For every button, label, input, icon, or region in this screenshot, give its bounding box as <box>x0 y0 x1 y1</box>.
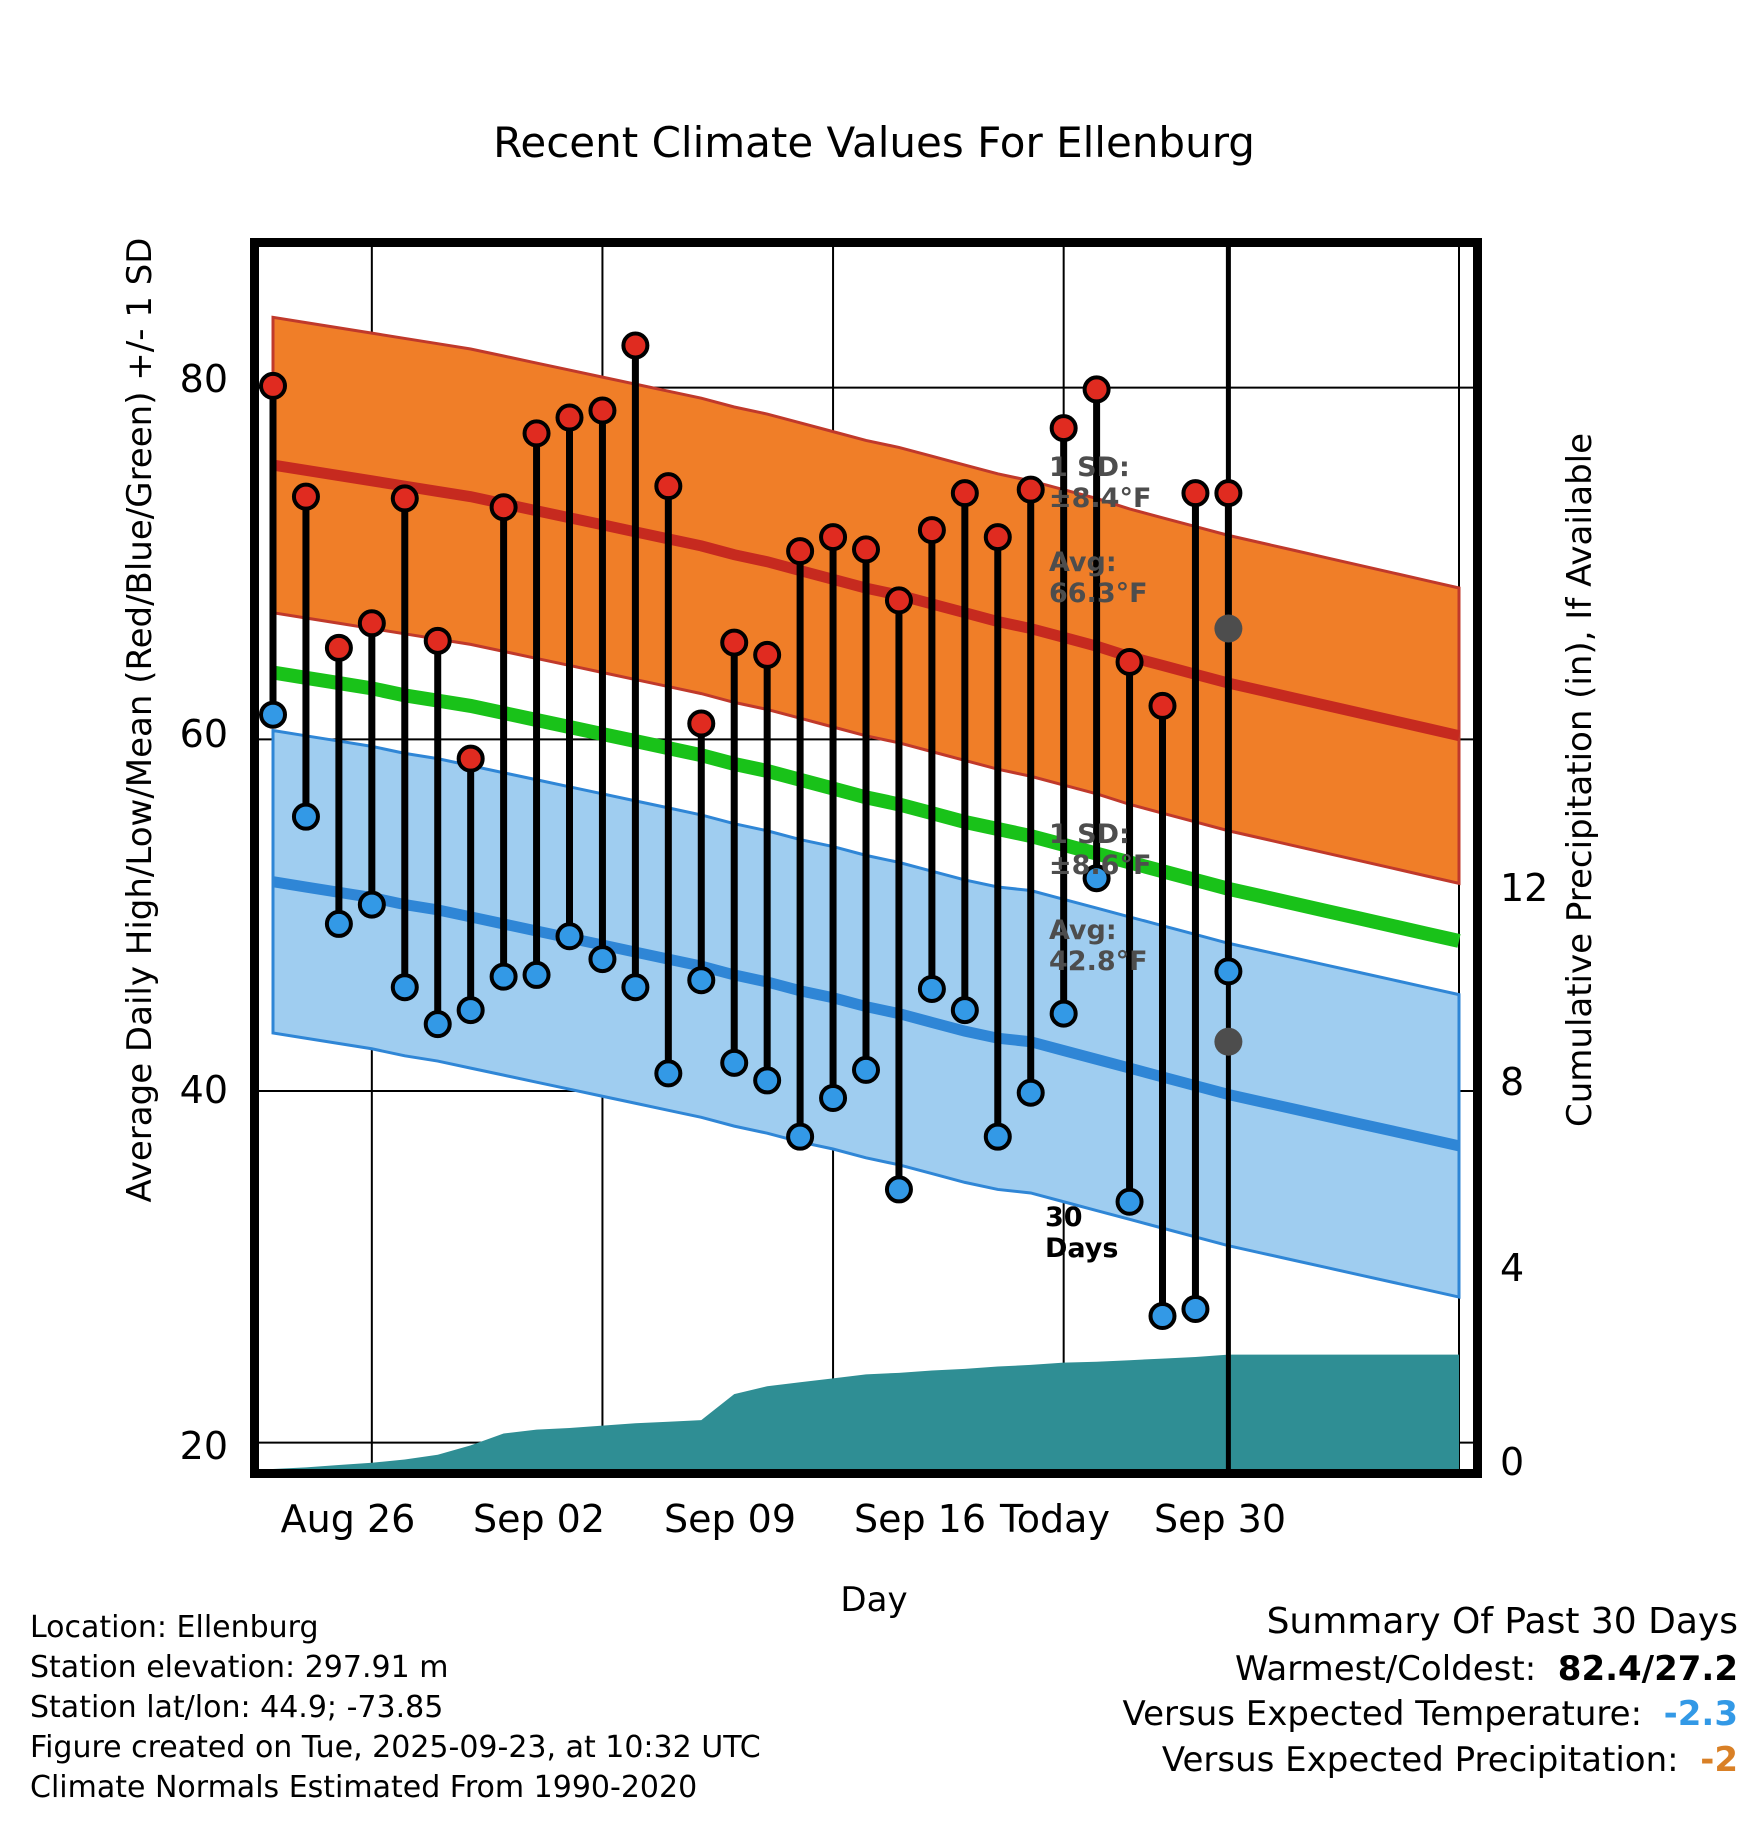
footer-latlon: Station lat/lon: 44.9; -73.85 <box>30 1689 444 1725</box>
x-tick-3: Sep 16 <box>853 1497 987 1541</box>
summary-vs-temp-value: -2.3 <box>1663 1694 1738 1735</box>
y-tick-right-0: 0 <box>1500 1440 1525 1484</box>
x-tick-4: Today <box>1000 1497 1110 1541</box>
summary-vs-precip-label: Versus Expected Precipitation: <box>1161 1740 1679 1781</box>
summary-vs-temp-label: Versus Expected Temperature: <box>1122 1694 1643 1735</box>
plot-svg <box>259 247 1473 1469</box>
days-annotation: 30 Days <box>1045 1202 1119 1265</box>
x-tick-2: Sep 09 <box>663 1497 797 1541</box>
footer-metadata <box>30 1608 761 1807</box>
x-tick-0: Aug 26 <box>280 1497 416 1541</box>
y-tick-right-3: 12 <box>1500 866 1549 910</box>
low-avg-annotation: Avg: 42.8°F <box>1049 915 1148 978</box>
y-tick-right-2: 8 <box>1500 1060 1525 1104</box>
x-tick-5: Sep 30 <box>1153 1497 1287 1541</box>
summary-vs-precip-value: -2 <box>1700 1740 1738 1781</box>
footer-elevation: Station elevation: 297.91 m <box>30 1649 449 1685</box>
summary-warmest-coldest-label: Warmest/Coldest: <box>1234 1648 1537 1689</box>
low-sd-annotation: 1 SD: ±8.6°F <box>1049 819 1152 882</box>
plot-area <box>250 238 1482 1478</box>
page-title: Recent Climate Values For Ellenburg <box>493 118 1255 167</box>
y-tick-left-3: 80 <box>179 357 228 401</box>
summary-warmest-coldest <box>1122 1647 1738 1693</box>
x-axis-label: Day <box>840 1580 908 1620</box>
x-tick-1: Sep 02 <box>472 1497 606 1541</box>
footer-created: Figure created on Tue, 2025-09-23, at 10:32 UTC <box>30 1729 761 1765</box>
summary-vs-precip <box>1122 1738 1738 1784</box>
summary-warmest-coldest-value: 82.4/27.2 <box>1557 1648 1738 1689</box>
footer-location: Location: Ellenburg <box>30 1610 319 1645</box>
y-tick-right-1: 4 <box>1500 1246 1525 1290</box>
y-axis-label-left: Average Daily High/Low/Mean (Red/Blue/Green) +/- 1 SD <box>120 237 160 1203</box>
y-tick-left-1: 40 <box>179 1068 228 1112</box>
y-tick-left-0: 20 <box>179 1424 228 1468</box>
y-tick-left-2: 60 <box>179 712 228 756</box>
high-avg-annotation: Avg: 66.3°F <box>1049 547 1148 610</box>
summary-vs-temp <box>1122 1692 1738 1738</box>
y-axis-label-right: Cumulative Precipitation (in), If Available <box>1560 432 1600 1128</box>
summary-panel <box>1122 1598 1738 1784</box>
summary-title: Summary Of Past 30 Days <box>1266 1601 1738 1642</box>
high-sd-annotation: 1 SD: ±8.4°F <box>1049 452 1152 515</box>
footer-normals: Climate Normals Estimated From 1990-2020 <box>30 1769 698 1805</box>
